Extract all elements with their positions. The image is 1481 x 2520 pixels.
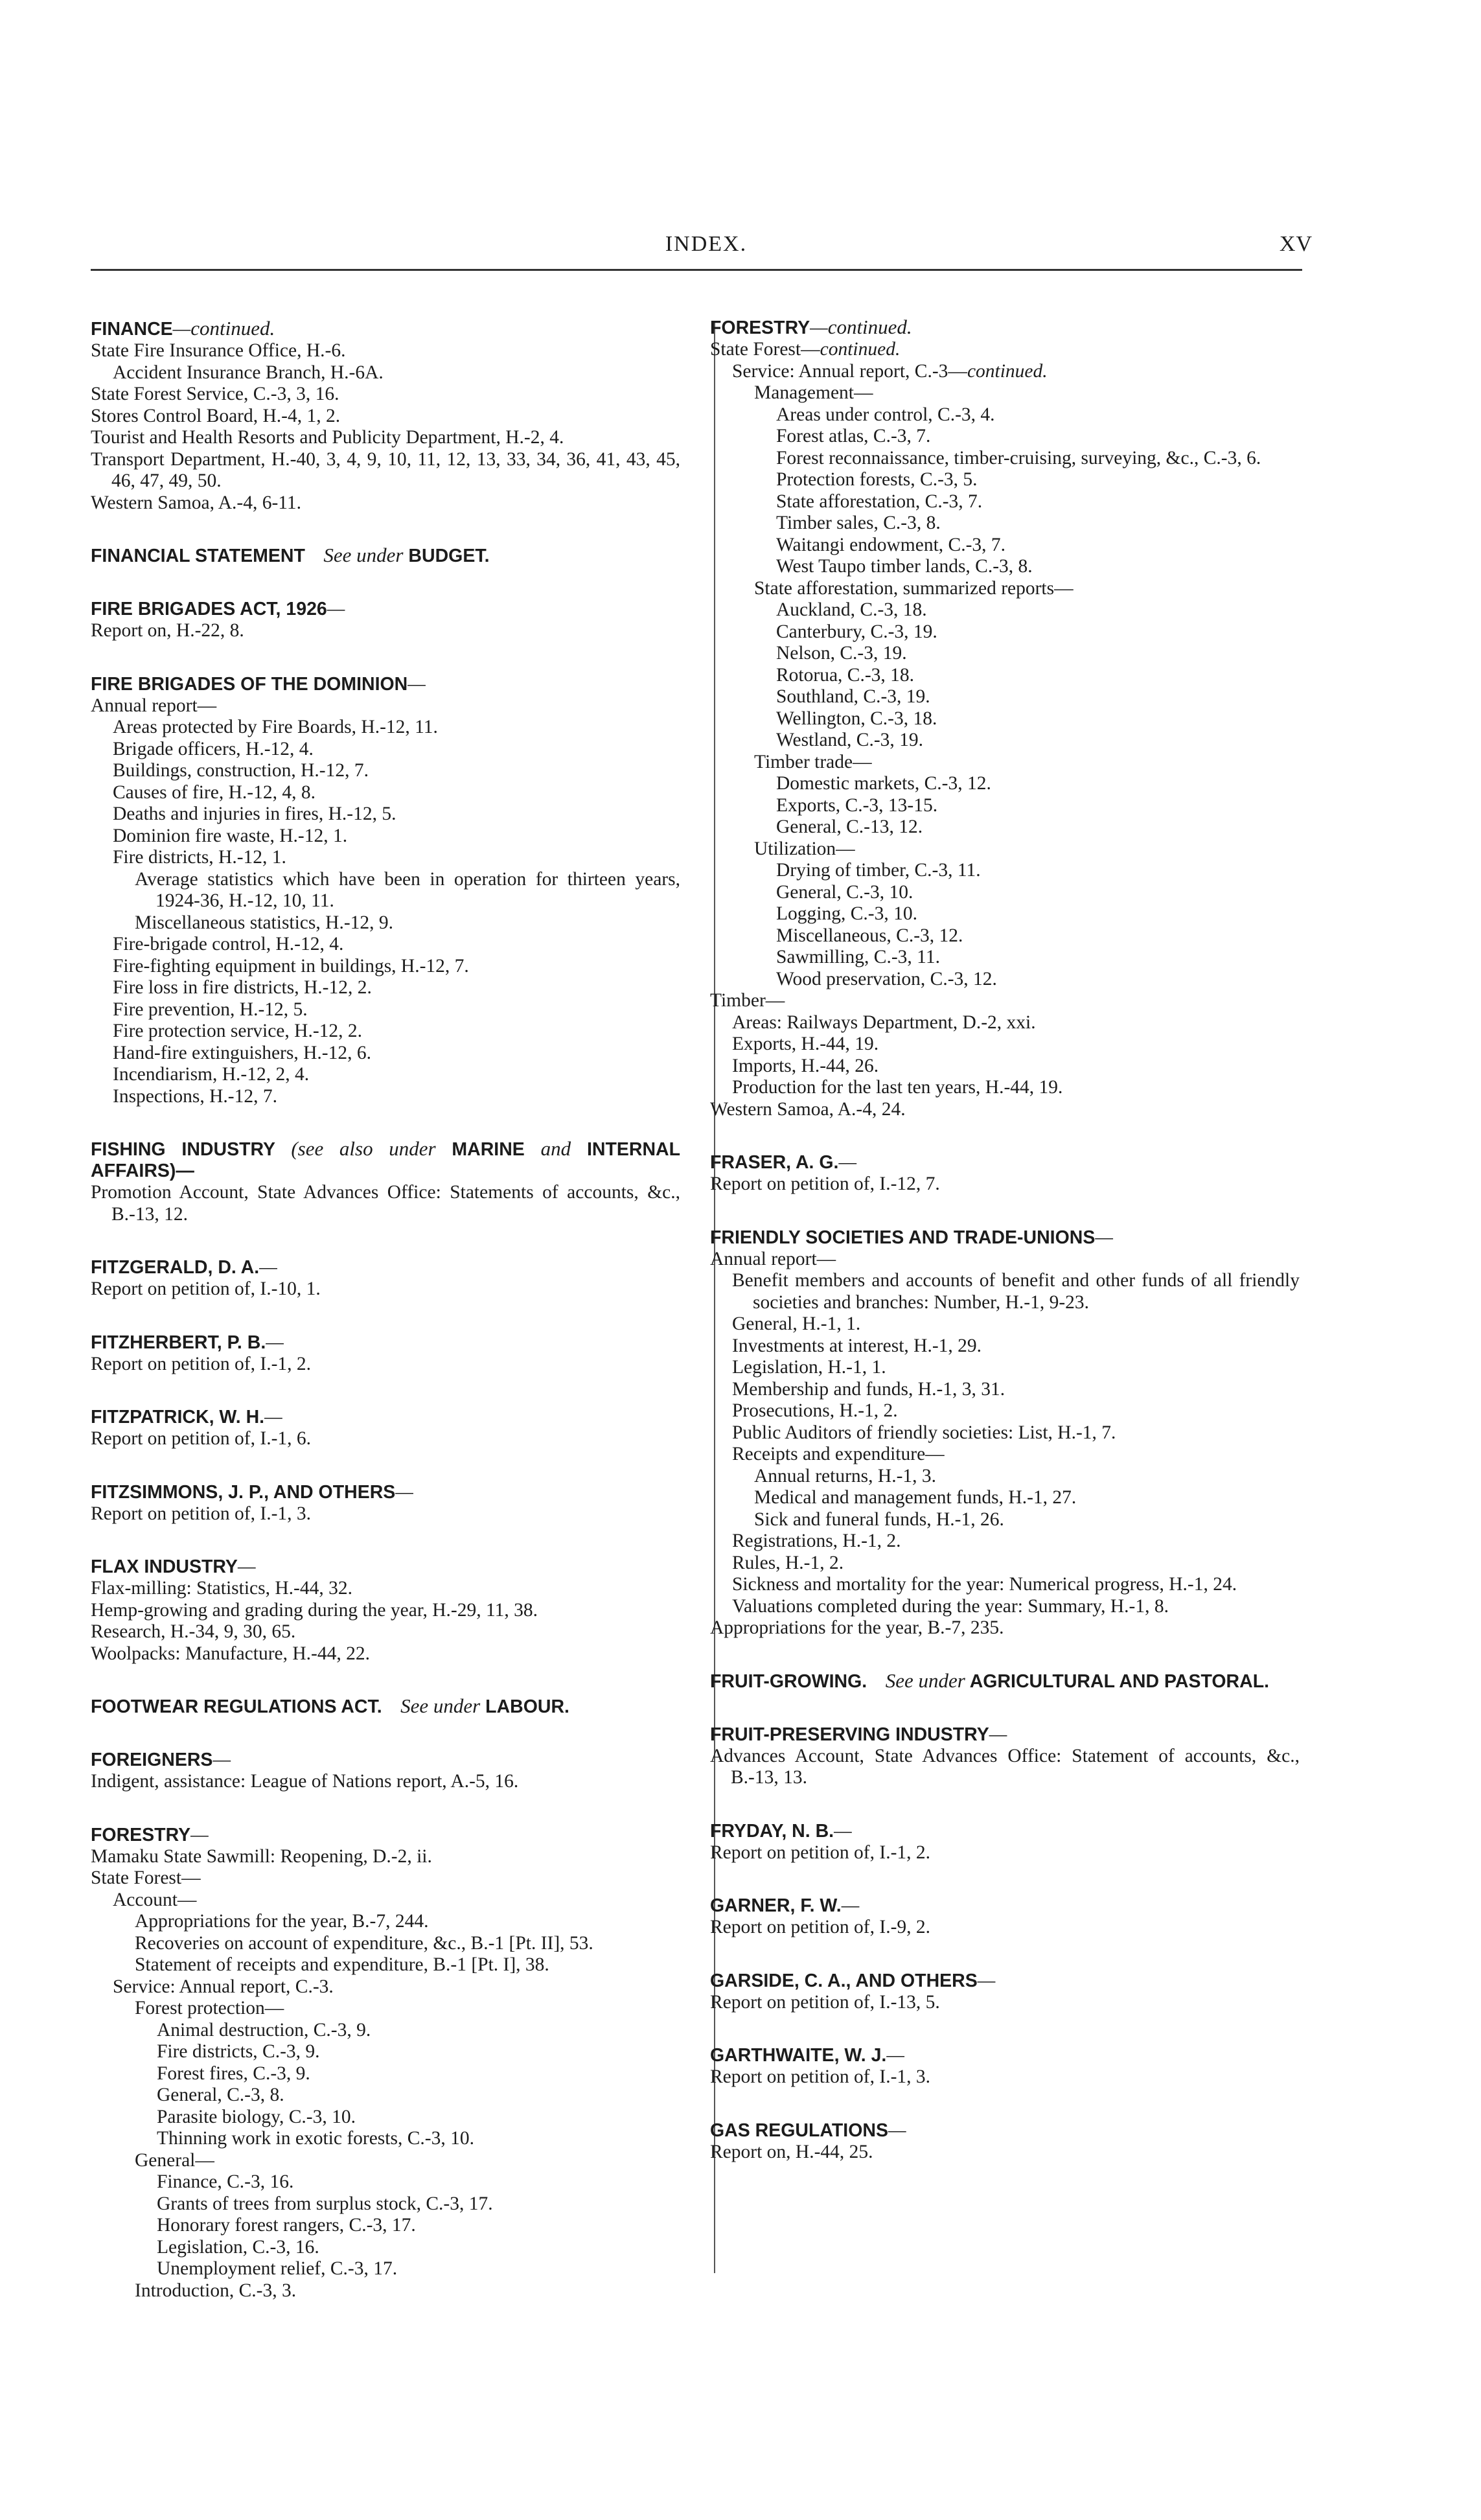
index-line: Sickness and mortality for the year: Numerical progress, H.-1, 24. <box>732 1574 1237 1595</box>
index-line: Account— <box>113 1889 197 1910</box>
index-line: Parasite biology, C.-3, 10. <box>157 2106 356 2127</box>
index-line: Areas: Railways Department, D.-2, xxi. <box>732 1011 1036 1033</box>
index-line: Registrations, H.-1, 2. <box>732 1531 901 1551</box>
index-line: State Forest— <box>91 1867 201 1888</box>
index-line: Promotion Account, State Advances Office: Statements of accounts, &c., B.-13, 12. <box>91 1182 680 1225</box>
entry-heading <box>91 1823 680 1846</box>
index-line: Logging, C.-3, 10. <box>776 903 917 924</box>
heading-term: FRUIT-GROWING. <box>710 1670 867 1692</box>
heading-suffix: — <box>264 1405 282 1428</box>
index-line: Sick and funeral funds, H.-1, 26. <box>754 1509 1004 1530</box>
index-entry <box>710 1820 1300 1864</box>
index-line: Prosecutions, H.-1, 2. <box>732 1400 898 1421</box>
entry-heading <box>710 1226 1300 1249</box>
index-line: Buildings, construction, H.-12, 7. <box>113 760 369 781</box>
index-line: Production for the last ten years, H.-44, 19. <box>732 1077 1063 1098</box>
entry-heading <box>91 597 680 620</box>
index-line: Fire loss in fire districts, H.-12, 2. <box>113 977 372 998</box>
heading-term: FIRE BRIGADES ACT, 1926 <box>91 599 327 619</box>
index-line: Causes of fire, H.-12, 4, 8. <box>113 781 316 803</box>
index-entry <box>710 1226 1300 1639</box>
index-line: Appropriations for the year, B.-7, 244. <box>135 1911 429 1932</box>
index-line: Flax-milling: Statistics, H.-44, 32. <box>91 1578 352 1599</box>
index-line: Rules, H.-1, 2. <box>732 1552 844 1573</box>
heading-term: FINANCIAL STATEMENT <box>91 546 305 566</box>
index-line: Fire-fighting equipment in buildings, H.-12, 7. <box>113 955 469 977</box>
index-line: Investments at interest, H.-1, 29. <box>732 1335 982 1356</box>
index-line: Report on, H.-22, 8. <box>91 620 244 641</box>
index-line: Mamaku State Sawmill: Reopening, D.-2, ii. <box>91 1845 432 1867</box>
heading-suffix: — <box>886 2043 904 2066</box>
cross-reference: LABOUR. <box>485 1696 569 1717</box>
index-entry <box>91 318 680 514</box>
entry-heading <box>710 1894 1300 1917</box>
see-under: See under <box>400 1694 481 1717</box>
entry-heading <box>91 1555 680 1578</box>
heading-suffix: —continued. <box>810 316 912 338</box>
entry-heading <box>710 2044 1300 2066</box>
heading-suffix: — <box>327 597 345 619</box>
index-line: Rotorua, C.-3, 18. <box>776 664 915 686</box>
entry-heading <box>710 2119 1300 2142</box>
index-line: Forest fires, C.-3, 9. <box>157 2063 310 2084</box>
heading-term: GAS REGULATIONS <box>710 2120 888 2141</box>
entry-heading <box>91 318 680 340</box>
index-line: Report on petition of, I.-12, 7. <box>710 1173 940 1194</box>
cross-reference: INTERNAL AFFAIRS)— <box>91 1139 681 1181</box>
cross-reference: BUDGET. <box>408 546 490 566</box>
index-line: Brigade officers, H.-12, 4. <box>113 738 314 759</box>
index-line: Finance, C.-3, 16. <box>157 2171 294 2192</box>
index-line: State afforestation, C.-3, 7. <box>776 491 983 512</box>
index-line: Management— <box>754 382 873 403</box>
index-line: Report on petition of, I.-9, 2. <box>710 1917 931 1937</box>
index-line: Benefit members and accounts of benefit and other funds of all friendly societies and branches: Number, H.-1, 9-23. <box>732 1270 1300 1313</box>
index-line: Research, H.-34, 9, 30, 65. <box>91 1621 296 1642</box>
index-line: Fire districts, C.-3, 9. <box>157 2041 320 2062</box>
index-line: Incendiarism, H.-12, 2, 4. <box>113 1064 310 1085</box>
index-line: Wood preservation, C.-3, 12. <box>776 968 997 989</box>
index-entry <box>91 1331 680 1376</box>
index-line: Exports, C.-3, 13-15. <box>776 794 938 816</box>
entry-heading <box>91 544 680 567</box>
index-line: General, C.-3, 8. <box>157 2085 284 2105</box>
index-line: Areas under control, C.-3, 4. <box>776 404 995 425</box>
index-line: Nelson, C.-3, 19. <box>776 643 907 664</box>
index-line: Western Samoa, A.-4, 24. <box>710 1098 906 1120</box>
index-line: Auckland, C.-3, 18. <box>776 599 927 620</box>
index-line: Timber sales, C.-3, 8. <box>776 513 941 533</box>
heading-suffix: — <box>1095 1225 1113 1248</box>
index-line: Transport Department, H.-40, 3, 4, 9, 10, 11, 12, 13, 33, 34, 36, 41, 43, 45, 46, 47, 49, 50. <box>91 448 680 491</box>
index-line: Imports, H.-44, 26. <box>732 1055 879 1076</box>
heading-term: FITZSIMMONS, J. P., AND OTHERS <box>91 1481 396 1503</box>
index-entry <box>710 2119 1300 2164</box>
index-line: General— <box>135 2149 214 2171</box>
index-line: Annual report— <box>710 1248 836 1269</box>
see-also: (see also under <box>291 1137 436 1160</box>
index-entry <box>91 1138 680 1225</box>
index-line: Annual report— <box>91 695 217 716</box>
heading-term: GARSIDE, C. A., AND OTHERS <box>710 1970 978 1991</box>
index-line: Legislation, C.-3, 16. <box>157 2236 319 2258</box>
index-line: Inspections, H.-12, 7. <box>113 1085 277 1107</box>
entry-heading <box>710 1670 1300 1693</box>
index-entry <box>91 1823 680 2302</box>
index-line: Deaths and injuries in fires, H.-12, 5. <box>113 803 396 824</box>
index-line: Exports, H.-44, 19. <box>732 1034 879 1054</box>
left-column <box>91 318 680 2332</box>
cross-reference: AGRICULTURAL AND PASTORAL. <box>969 1670 1270 1692</box>
heading-term: FRYDAY, N. B. <box>710 1820 834 1842</box>
index-line: Drying of timber, C.-3, 11. <box>776 860 981 881</box>
index-line: General, C.-3, 10. <box>776 881 913 903</box>
index-line: Valuations completed during the year: Summary, H.-1, 8. <box>732 1595 1169 1617</box>
entry-heading <box>91 1481 680 1503</box>
right-column <box>710 316 1300 2193</box>
heading-term: FORESTRY <box>91 1824 191 1845</box>
index-line: Report on petition of, I.-1, 3. <box>710 2066 931 2087</box>
index-line: Report on petition of, I.-1, 2. <box>91 1353 312 1374</box>
index-line: Unemployment relief, C.-3, 17. <box>157 2258 398 2279</box>
entry-heading <box>91 1331 680 1354</box>
entry-heading <box>91 1748 680 1771</box>
index-line: Medical and management funds, H.-1, 27. <box>754 1487 1077 1508</box>
index-entry <box>710 2044 1300 2088</box>
heading-suffix: — <box>888 2118 906 2141</box>
index-line: Domestic markets, C.-3, 12. <box>776 773 991 794</box>
index-line: Introduction, C.-3, 3. <box>135 2280 297 2301</box>
index-line: State afforestation, summarized reports— <box>754 577 1073 599</box>
heading-suffix: — <box>838 1150 857 1173</box>
index-line: Forest reconnaissance, timber-cruising, surveying, &c., C.-3, 6. <box>776 447 1261 468</box>
page-header-title: INDEX. <box>665 232 748 256</box>
entry-heading <box>91 673 680 695</box>
index-entry <box>91 1695 680 1718</box>
index-line: Indigent, assistance: League of Nations report, A.-5, 16. <box>91 1771 519 1792</box>
index-line: Membership and funds, H.-1, 3, 31. <box>732 1378 1005 1400</box>
heading-term: GARTHWAITE, W. J. <box>710 2045 887 2066</box>
index-line: Areas protected by Fire Boards, H.-12, 11. <box>113 717 438 737</box>
index-line: Advances Account, State Advances Office: Statement of accounts, &c., B.-13, 13. <box>710 1745 1300 1788</box>
index-line: Animal destruction, C.-3, 9. <box>157 2019 371 2040</box>
heading-suffix: — <box>834 1818 852 1842</box>
entry-heading <box>710 1151 1300 1173</box>
index-line: Service: Annual report, C.-3—continued. <box>732 360 1048 382</box>
index-line: Service: Annual report, C.-3. <box>113 1976 334 1997</box>
index-entry <box>91 1555 680 1665</box>
index-line: Receipts and expenditure— <box>732 1444 945 1464</box>
index-entry <box>710 1894 1300 1939</box>
index-line: Canterbury, C.-3, 19. <box>776 621 937 642</box>
heading-term: FISHING INDUSTRY <box>91 1139 275 1160</box>
heading-suffix: — <box>841 1893 860 1916</box>
index-line: Honorary forest rangers, C.-3, 17. <box>157 2215 416 2236</box>
index-line: Report on petition of, I.-1, 2. <box>710 1842 931 1863</box>
index-line: Accident Insurance Branch, H.-6A. <box>113 362 384 383</box>
index-line: Stores Control Board, H.-4, 1, 2. <box>91 405 341 426</box>
heading-term: FOREIGNERS <box>91 1750 213 1770</box>
index-line: Southland, C.-3, 19. <box>776 686 930 707</box>
index-line: Protection forests, C.-3, 5. <box>776 469 978 490</box>
index-line: Woolpacks: Manufacture, H.-44, 22. <box>91 1643 370 1664</box>
conjunction: and <box>540 1137 571 1160</box>
index-line: General, C.-13, 12. <box>776 816 923 837</box>
index-line: Hemp-growing and grading during the year, H.-29, 11, 38. <box>91 1599 538 1621</box>
heading-term: FINANCE <box>91 319 173 340</box>
index-entry <box>710 316 1300 1120</box>
heading-term: FITZGERALD, D. A. <box>91 1257 260 1278</box>
index-line: Statement of receipts and expenditure, B.-1 [Pt. I], 38. <box>135 1954 549 1975</box>
entry-heading <box>91 1256 680 1278</box>
index-line: Westland, C.-3, 19. <box>776 730 924 750</box>
index-line: Grants of trees from surplus stock, C.-3, 17. <box>157 2193 493 2214</box>
index-line: Utilization— <box>754 838 855 859</box>
heading-suffix: —continued. <box>172 317 275 340</box>
index-line: Appropriations for the year, B.-7, 235. <box>710 1617 1004 1638</box>
index-line: Thinning work in exotic forests, C.-3, 10. <box>157 2128 474 2149</box>
index-line: State Forest Service, C.-3, 3, 16. <box>91 384 339 404</box>
heading-term: FRUIT-PRESERVING INDUSTRY <box>710 1724 989 1745</box>
see-under: See under <box>885 1669 965 1692</box>
index-line: Forest atlas, C.-3, 7. <box>776 426 931 446</box>
heading-term: FLAX INDUSTRY <box>91 1556 238 1577</box>
heading-suffix: — <box>395 1479 413 1503</box>
heading-suffix: — <box>190 1822 209 1845</box>
index-entry <box>91 1481 680 1525</box>
index-line: Tourist and Health Resorts and Publicity Department, H.-2, 4. <box>91 427 564 448</box>
heading-suffix: — <box>977 1968 996 1991</box>
heading-suffix: — <box>989 1722 1007 1745</box>
index-line: Fire districts, H.-12, 1. <box>113 847 286 868</box>
index-entry <box>91 1405 680 1450</box>
index-line: Timber— <box>710 990 785 1011</box>
entry-heading <box>710 1723 1300 1746</box>
heading-term: FITZHERBERT, P. B. <box>91 1332 266 1353</box>
index-line: Fire prevention, H.-12, 5. <box>113 999 308 1020</box>
heading-term: FORESTRY <box>710 318 810 338</box>
heading-suffix: — <box>212 1748 231 1770</box>
index-line: Waitangi endowment, C.-3, 7. <box>776 534 1006 555</box>
heading-term: GARNER, F. W. <box>710 1895 842 1916</box>
heading-term: FITZPATRICK, W. H. <box>91 1407 265 1428</box>
cross-reference: MARINE <box>452 1139 525 1160</box>
index-entry <box>710 1151 1300 1196</box>
index-line: Sawmilling, C.-3, 11. <box>776 947 940 967</box>
index-line: Western Samoa, A.-4, 6-11. <box>91 492 302 513</box>
heading-suffix: — <box>237 1555 256 1577</box>
index-entry <box>91 544 680 567</box>
index-line: Dominion fire waste, H.-12, 1. <box>113 825 348 846</box>
index-line: Fire-brigade control, H.-12, 4. <box>113 934 344 954</box>
index-entry <box>710 1969 1300 2014</box>
index-line: Report on petition of, I.-10, 1. <box>91 1278 321 1299</box>
index-line: Report on, H.-44, 25. <box>710 2141 873 2162</box>
index-line: Annual returns, H.-1, 3. <box>754 1465 937 1486</box>
index-line: Report on petition of, I.-1, 6. <box>91 1428 312 1449</box>
heading-term: FRASER, A. G. <box>710 1152 839 1173</box>
index-line: Miscellaneous statistics, H.-12, 9. <box>135 912 394 933</box>
index-line: State Forest—continued. <box>710 339 901 360</box>
entry-heading <box>710 1820 1300 1842</box>
index-line: State Fire Insurance Office, H.-6. <box>91 340 346 361</box>
index-line: West Taupo timber lands, C.-3, 8. <box>776 556 1033 577</box>
heading-suffix: — <box>259 1255 277 1278</box>
index-entry <box>91 597 680 642</box>
index-entry <box>710 1670 1300 1693</box>
index-entry <box>91 673 680 1108</box>
entry-heading <box>91 1405 680 1428</box>
entry-heading <box>710 316 1300 339</box>
heading-term: FIRE BRIGADES OF THE DOMINION <box>91 673 408 695</box>
index-line: Forest protection— <box>135 1998 284 2018</box>
heading-suffix: — <box>408 671 426 695</box>
index-line: General, H.-1, 1. <box>732 1313 861 1334</box>
index-line: Miscellaneous, C.-3, 12. <box>776 925 963 946</box>
heading-term: FOOTWEAR REGULATIONS ACT. <box>91 1696 382 1717</box>
index-entry <box>91 1256 680 1300</box>
index-entry <box>91 1748 680 1793</box>
see-under: See under <box>323 544 404 566</box>
index-line: Recoveries on account of expenditure, &c., B.-1 [Pt. II], 53. <box>135 1932 593 1954</box>
index-line: Hand-fire extinguishers, H.-12, 6. <box>113 1042 371 1063</box>
index-line: Average statistics which have been in operation for thirteen years, 1924-36, H.-12, 10, 11. <box>135 868 680 911</box>
entry-heading <box>91 1138 680 1182</box>
index-line: Timber trade— <box>754 751 872 772</box>
index-line: Report on petition of, I.-13, 5. <box>710 1991 940 2013</box>
index-line: Legislation, H.-1, 1. <box>732 1357 886 1378</box>
index-line: Public Auditors of friendly societies: List, H.-1, 7. <box>732 1422 1116 1443</box>
index-line: Wellington, C.-3, 18. <box>776 708 937 729</box>
page-number: XV <box>1279 232 1313 256</box>
index-line: Fire protection service, H.-12, 2. <box>113 1021 363 1041</box>
header-rule <box>91 269 1302 271</box>
index-entry <box>710 1723 1300 1789</box>
entry-heading <box>91 1695 680 1718</box>
entry-heading <box>710 1969 1300 1992</box>
heading-term: FRIENDLY SOCIETIES AND TRADE-UNIONS <box>710 1227 1096 1248</box>
index-line: Report on petition of, I.-1, 3. <box>91 1503 312 1524</box>
heading-suffix: — <box>266 1330 284 1353</box>
